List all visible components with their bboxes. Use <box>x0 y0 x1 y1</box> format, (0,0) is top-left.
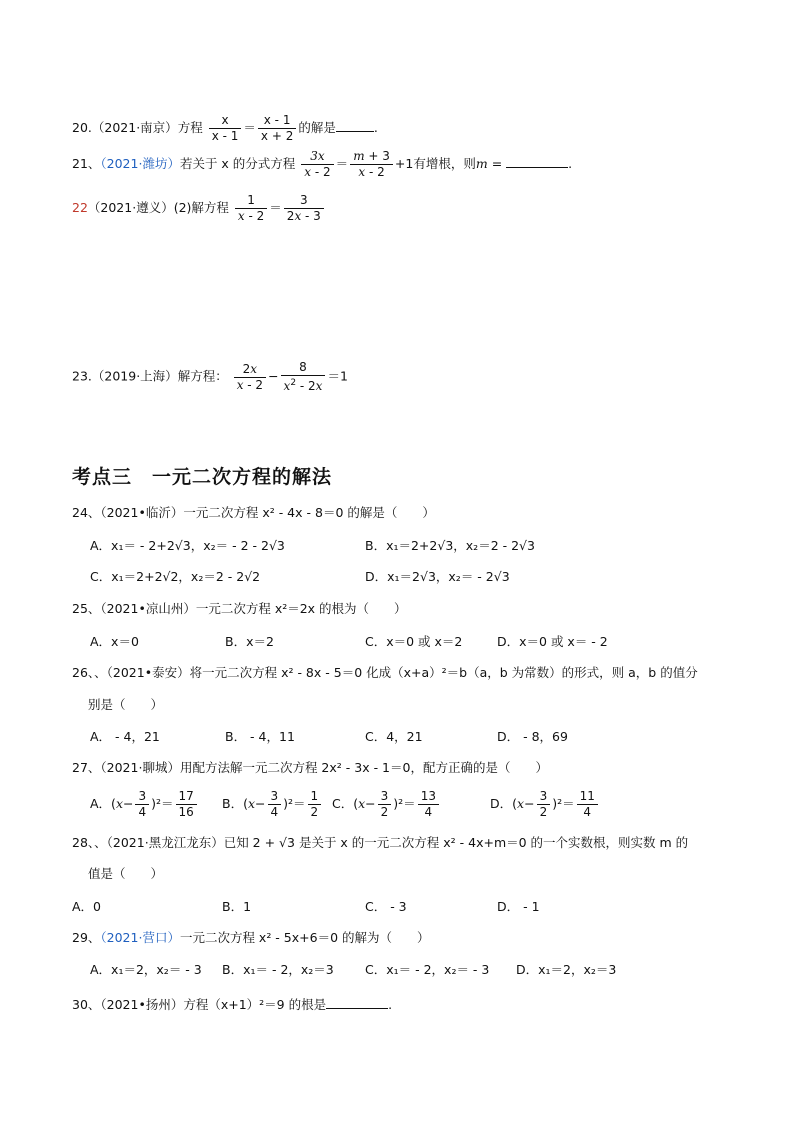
question-source: （2021•凉山州） <box>100 601 196 616</box>
question-number: 20. <box>72 120 92 135</box>
question-text: (2)解方程 <box>173 200 229 215</box>
option-a: A．x₁＝ - 2+2√3，x₂＝ - 2 - 2√3 <box>90 538 285 553</box>
question-20: 20.（2021·南京）方程 $\frac{x}{x - 1}$ ＝ $\frac{x - 1}{x + 2}$ 的解是 . <box>72 113 378 143</box>
question-28-cont: 值是（ ） <box>88 866 164 881</box>
option-a: A． - 4，21 <box>90 729 160 744</box>
question-number: 26、、 <box>72 665 107 680</box>
fraction: $\frac{3}{2x - 3}$ <box>284 193 324 224</box>
answer-blank <box>336 119 374 132</box>
question-text: 用配方法解一元二次方程 2x² - 3x - 1＝0，配方正确的是（ ） <box>179 760 548 775</box>
question-23: 23.（2019·上海）解方程： $\frac{2x}{x - 2}$ − $\frac{8}{x^2 - 2x}$ ＝1 <box>72 360 348 393</box>
option-b: B．1 <box>222 899 252 914</box>
option-a: A．x₁＝2，x₂＝ - 3 <box>90 962 202 977</box>
option-c: C．(x− $\frac{3}{2}$ )²＝ $\frac{13}{4}$ <box>332 789 441 820</box>
section-heading: 考点三 一元二次方程的解法 <box>72 466 333 488</box>
fraction: $\frac{1}{x - 2}$ <box>235 193 267 224</box>
option-d: D．(x− $\frac{3}{2}$ )²＝ $\frac{11}{4}$ <box>490 789 600 820</box>
question-source: （2019·上海） <box>91 368 178 384</box>
question-number: 29、 <box>72 930 101 945</box>
fraction: $\frac{x - 1}{x + 2}$ <box>258 113 296 144</box>
option-d: D． - 8，69 <box>497 729 568 744</box>
question-26-cont: 别是（ ） <box>88 697 164 712</box>
question-number: 27、 <box>72 760 101 775</box>
question-29 <box>72 929 430 947</box>
question-source: （2021•泰安） <box>106 665 190 680</box>
question-number: 23. <box>72 368 92 384</box>
question-text: 已知 2 + √3 是关于 x 的一元二次方程 x² - 4x+m＝0 的一个实数根，则实数 m 的 <box>223 835 689 850</box>
option-b: B．x₁＝ - 2，x₂＝3 <box>222 962 334 977</box>
question-text: 解方程： <box>177 368 228 384</box>
fraction: $\frac{8}{x^2 - 2x}$ <box>281 360 326 394</box>
option-c: C． - 3 <box>365 899 407 914</box>
question-26 <box>72 664 698 682</box>
question-number: 28、、 <box>72 835 107 850</box>
question-tail: 的解是 <box>298 120 336 135</box>
fraction: $\frac{2x}{x - 2}$ <box>234 362 266 393</box>
option-b: B．x＝2 <box>225 634 274 649</box>
variable-m: m <box>475 156 488 171</box>
question-source: （2021·聊城） <box>100 760 180 775</box>
question-22: 22（2021·遵义）(2)解方程 $\frac{1}{x - 2}$ ＝ $\frac{3}{2x - 3}$ <box>72 193 326 224</box>
question-number: 30、 <box>72 997 101 1012</box>
question-28 <box>72 834 688 852</box>
question-27 <box>72 759 548 777</box>
equals: = <box>487 156 507 171</box>
question-text: 方程 <box>177 120 203 135</box>
question-number: 22 <box>72 200 88 215</box>
question-source: （2021•扬州） <box>100 997 184 1012</box>
option-a: A．(x− $\frac{3}{4}$ )²＝ $\frac{17}{16}$ <box>90 789 199 820</box>
fraction: $\frac{m + 3}{x - 2}$ <box>350 149 393 180</box>
option-a: A．0 <box>72 899 102 914</box>
answer-blank <box>506 155 568 168</box>
option-a: A．x＝0 <box>90 634 139 649</box>
question-number: 24、 <box>72 505 101 520</box>
period: . <box>373 120 378 135</box>
question-source: （2021·遵义） <box>87 200 174 215</box>
option-b: B． - 4，11 <box>225 729 295 744</box>
fraction: $\frac{x}{x - 1}$ <box>209 113 242 144</box>
question-source: （2021·营口） <box>100 930 180 945</box>
question-25 <box>72 600 407 618</box>
answer-blank <box>326 996 388 1009</box>
question-tail: 有增根，则 <box>413 156 476 171</box>
question-30 <box>72 996 392 1014</box>
question-text: 一元二次方程 x² - 5x+6＝0 的解为（ ） <box>179 930 430 945</box>
option-d: D．x₁＝2，x₂＝3 <box>516 962 617 977</box>
option-c: C．x₁＝ - 2，x₂＝ - 3 <box>365 962 490 977</box>
question-source: （2021·黑龙江龙东） <box>106 835 224 850</box>
option-b: B．(x− $\frac{3}{4}$ )²＝ $\frac{1}{2}$ <box>222 789 323 820</box>
period: . <box>568 156 573 171</box>
option-d: D．x＝0 或 x＝ - 2 <box>497 634 608 649</box>
option-b: B．x₁＝2+2√3，x₂＝2 - 2√3 <box>365 538 535 553</box>
question-21: 21、（2021·潍坊）若关于 x 的分式方程 $\frac{3x}{x - 2}$ ＝ $\frac{m + 3}{x - 2}$ +1有增根，则m = . <box>72 149 573 179</box>
period: . <box>388 997 393 1012</box>
question-text: 方程（x+1）²＝9 的根是 <box>183 997 327 1012</box>
question-number: 21、 <box>72 156 101 171</box>
question-text: 将一元二次方程 x² - 8x - 5＝0 化成（x+a）²＝b（a，b 为常数）的形式，则 a，b 的值分 <box>189 665 698 680</box>
question-24 <box>72 504 435 522</box>
question-source: （2021·南京） <box>91 120 178 135</box>
question-text: 若关于 x 的分式方程 <box>179 156 296 171</box>
option-c: C．x₁＝2+2√2，x₂＝2 - 2√2 <box>90 569 261 584</box>
question-text: 一元二次方程 x²＝2x 的根为（ ） <box>195 601 407 616</box>
option-c: C．4，21 <box>365 729 423 744</box>
question-text: 一元二次方程 x² - 4x - 8＝0 的解是（ ） <box>183 505 435 520</box>
option-c: C．x＝0 或 x＝2 <box>365 634 463 649</box>
question-number: 25、 <box>72 601 101 616</box>
question-source: （2021•临沂） <box>100 505 184 520</box>
question-source: （2021·潍坊） <box>100 156 180 171</box>
fraction: $\frac{3x}{x - 2}$ <box>301 149 333 180</box>
option-d: D． - 1 <box>497 899 540 914</box>
option-d: D．x₁＝2√3，x₂＝ - 2√3 <box>365 569 510 584</box>
